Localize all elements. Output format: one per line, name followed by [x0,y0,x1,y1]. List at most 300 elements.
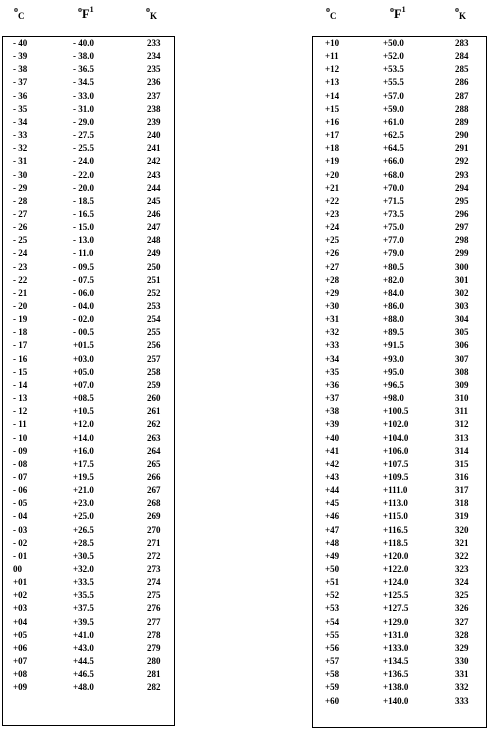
kelvin-cell: 245 [147,195,161,206]
left-conversion-table [2,36,175,726]
table-row [313,37,486,49]
table-row [3,524,174,536]
celsius-cell: +40 [325,432,340,443]
celsius-cell: - 13 [13,393,28,404]
table-row [313,392,486,404]
celsius-cell: +35 [325,366,340,377]
fahrenheit-cell: +124.0 [383,577,409,588]
kelvin-cell: 329 [455,642,469,653]
kelvin-cell: 326 [455,603,469,614]
celsius-cell: +21 [325,182,340,193]
celsius-cell: - 34 [13,116,28,127]
celsius-cell: +47 [325,524,340,535]
celsius-cell: +12 [325,64,340,75]
fahrenheit-cell: +05.0 [73,366,94,377]
kelvin-cell: 260 [147,393,161,404]
celsius-cell: - 17 [13,340,28,351]
fahrenheit-cell: - 22.0 [73,169,94,180]
kelvin-cell: 291 [455,143,469,154]
celsius-cell: +36 [325,379,340,390]
celsius-cell: +15 [325,103,340,114]
celsius-cell: +48 [325,537,340,548]
celsius-cell: - 03 [13,524,28,535]
fahrenheit-cell: +107.5 [383,458,409,469]
right-conversion-table [312,36,487,728]
table-row [313,116,486,128]
fahrenheit-cell: +116.5 [383,524,408,535]
celsius-cell: - 38 [13,64,28,75]
table-row [3,103,174,115]
fahrenheit-cell: +98.0 [383,393,404,404]
fahrenheit-cell: +96.5 [383,379,404,390]
kelvin-cell: 302 [455,287,469,298]
table-row [313,353,486,365]
kelvin-cell: 274 [147,577,161,588]
table-row [3,537,174,549]
kelvin-cell: 248 [147,235,161,246]
celsius-cell: - 26 [13,222,28,233]
celsius-cell: - 35 [13,103,28,114]
kelvin-cell: 311 [455,406,469,417]
kelvin-cell: 244 [147,182,161,193]
celsius-cell: +59 [325,682,340,693]
table-row [3,287,174,299]
fahrenheit-cell: +41.0 [73,629,94,640]
table-row [3,655,174,667]
table-row [313,234,486,246]
celsius-cell: +49 [325,550,340,561]
fahrenheit-cell: +133.0 [383,642,409,653]
table-row [313,563,486,575]
fahrenheit-cell: - 06.0 [73,287,94,298]
left-header-fahrenheit: $^oF^1$ [78,5,94,22]
fahrenheit-cell: - 16.5 [73,208,94,219]
table-row [313,195,486,207]
celsius-cell: +51 [325,577,340,588]
celsius-cell: - 23 [13,261,28,272]
fahrenheit-cell: +93.0 [383,353,404,364]
celsius-cell: +50 [325,564,340,574]
celsius-cell: - 36 [13,90,28,101]
table-row [3,76,174,88]
kelvin-cell: 287 [455,90,469,101]
celsius-cell: - 16 [13,353,28,364]
celsius-cell: +33 [325,340,340,351]
celsius-cell: +04 [13,616,28,627]
celsius-cell: +31 [325,314,340,325]
kelvin-cell: 331 [455,669,469,680]
table-row [313,458,486,470]
table-row [3,326,174,338]
table-row [313,366,486,378]
table-row [3,313,174,325]
celsius-cell: +06 [13,642,28,653]
celsius-cell: +13 [325,77,340,88]
fahrenheit-cell: +66.0 [383,156,404,167]
kelvin-cell: 322 [455,550,469,561]
kelvin-cell: 325 [455,590,469,601]
celsius-cell: +41 [325,445,340,456]
table-row [313,550,486,562]
fahrenheit-cell: +131.0 [383,629,409,640]
table-row [313,313,486,325]
celsius-cell: +32 [325,327,340,338]
kelvin-cell: 295 [455,195,469,206]
celsius-cell: +58 [325,669,340,680]
table-row [313,537,486,549]
kelvin-cell: 235 [147,64,161,75]
table-row [3,418,174,430]
table-row [3,366,174,378]
kelvin-cell: 303 [455,301,469,311]
fahrenheit-cell: +59.0 [383,103,404,114]
table-row [313,339,486,351]
fahrenheit-cell: +125.5 [383,590,409,601]
table-row [3,116,174,128]
kelvin-cell: 266 [147,471,161,482]
table-row [313,432,486,444]
fahrenheit-cell: +89.5 [383,327,404,338]
table-row [3,353,174,365]
fahrenheit-cell: +32.0 [73,564,94,574]
fahrenheit-cell: +75.0 [383,222,404,233]
kelvin-cell: 312 [455,419,469,430]
table-row [313,287,486,299]
table-row [313,208,486,220]
fahrenheit-cell: +10.5 [73,406,94,417]
kelvin-cell: 270 [147,524,161,535]
celsius-cell: - 33 [13,130,28,141]
celsius-cell: +30 [325,301,340,311]
table-row [313,655,486,667]
fahrenheit-cell: - 40.0 [73,38,94,48]
kelvin-cell: 281 [147,669,161,680]
celsius-cell: - 30 [13,169,28,180]
fahrenheit-cell: - 25.5 [73,143,94,154]
kelvin-cell: 285 [455,64,469,75]
celsius-cell: +01 [13,577,28,588]
table-row [313,90,486,102]
celsius-cell: - 15 [13,366,28,377]
celsius-cell: - 04 [13,511,28,522]
fahrenheit-cell: +46.5 [73,669,94,680]
fahrenheit-cell: +50.0 [383,38,404,48]
table-row [3,142,174,154]
celsius-cell: +37 [325,393,340,404]
fahrenheit-cell: +113.0 [383,498,408,509]
kelvin-cell: 323 [455,564,469,574]
celsius-cell: - 07 [13,471,28,482]
celsius-cell: - 14 [13,379,28,390]
fahrenheit-cell: +77.0 [383,235,404,246]
celsius-cell: - 40 [13,38,28,48]
kelvin-cell: 299 [455,248,469,259]
fahrenheit-cell: +120.0 [383,550,409,561]
fahrenheit-cell: - 24.0 [73,156,94,167]
kelvin-cell: 234 [147,51,161,62]
kelvin-cell: 332 [455,682,469,693]
celsius-cell: +11 [325,51,339,62]
kelvin-cell: 255 [147,327,161,338]
kelvin-cell: 271 [147,537,161,548]
left-header-kelvin: $^o$K [146,5,158,22]
celsius-cell: +39 [325,419,340,430]
fahrenheit-cell: - 29.0 [73,116,94,127]
table-row [313,510,486,522]
table-row [313,155,486,167]
table-row [313,629,486,641]
celsius-cell: - 21 [13,287,28,298]
table-row [313,182,486,194]
fahrenheit-cell: - 09.5 [73,261,94,272]
kelvin-cell: 239 [147,116,161,127]
table-row [3,616,174,628]
kelvin-cell: 275 [147,590,161,601]
table-row [3,261,174,273]
fahrenheit-cell: +127.5 [383,603,409,614]
kelvin-cell: 328 [455,629,469,640]
fahrenheit-cell: +23.0 [73,498,94,509]
kelvin-cell: 310 [455,393,469,404]
table-row [3,208,174,220]
fahrenheit-cell: +44.5 [73,656,94,667]
fahrenheit-cell: +35.5 [73,590,94,601]
fahrenheit-cell: - 13.0 [73,235,94,246]
celsius-cell: +54 [325,616,340,627]
fahrenheit-cell: +111.0 [383,485,408,496]
celsius-cell: +60 [325,695,340,706]
fahrenheit-cell: +79.0 [383,248,404,259]
table-row [313,616,486,628]
kelvin-cell: 250 [147,261,161,272]
table-row [3,458,174,470]
celsius-cell: +19 [325,156,340,167]
table-row [3,169,174,181]
celsius-cell: - 05 [13,498,28,509]
table-row [3,221,174,233]
table-row [3,63,174,75]
kelvin-cell: 262 [147,419,161,430]
celsius-cell: +08 [13,669,28,680]
kelvin-cell: 320 [455,524,469,535]
kelvin-cell: 286 [455,77,469,88]
fahrenheit-cell: +19.5 [73,471,94,482]
table-row [3,668,174,680]
celsius-cell: - 10 [13,432,28,443]
fahrenheit-cell: - 36.5 [73,64,94,75]
fahrenheit-cell: +28.5 [73,537,94,548]
kelvin-cell: 242 [147,156,161,167]
celsius-cell: +26 [325,248,340,259]
celsius-cell: +46 [325,511,340,522]
kelvin-cell: 253 [147,301,161,311]
table-row [313,76,486,88]
right-header-kelvin: $^o$K [455,5,467,22]
table-row [313,300,486,312]
celsius-cell: +16 [325,116,340,127]
fahrenheit-cell: +07.0 [73,379,94,390]
kelvin-cell: 283 [455,38,469,48]
kelvin-cell: 256 [147,340,161,351]
table-row [313,274,486,286]
kelvin-cell: 313 [455,432,469,443]
celsius-cell: +38 [325,406,340,417]
celsius-cell: +03 [13,603,28,614]
kelvin-cell: 319 [455,511,469,522]
fahrenheit-cell: +39.5 [73,616,94,627]
celsius-cell: +09 [13,682,28,693]
fahrenheit-cell: +100.5 [383,406,409,417]
celsius-cell: +34 [325,353,340,364]
fahrenheit-cell: +91.5 [383,340,404,351]
table-row [313,695,486,707]
table-row [313,129,486,141]
kelvin-cell: 290 [455,130,469,141]
kelvin-cell: 309 [455,379,469,390]
table-row [313,418,486,430]
kelvin-cell: 314 [455,445,469,456]
table-row [3,642,174,654]
celsius-cell: +17 [325,130,340,141]
table-row [3,510,174,522]
fahrenheit-cell: +86.0 [383,301,404,311]
celsius-cell: +10 [325,38,340,48]
fahrenheit-cell: - 27.5 [73,130,94,141]
kelvin-cell: 265 [147,458,161,469]
fahrenheit-cell: - 31.0 [73,103,94,114]
fahrenheit-cell: +57.0 [383,90,404,101]
fahrenheit-cell: +16.0 [73,445,94,456]
kelvin-cell: 316 [455,471,469,482]
fahrenheit-cell: +25.0 [73,511,94,522]
celsius-cell: +43 [325,471,340,482]
celsius-cell: - 08 [13,458,28,469]
table-row [3,602,174,614]
kelvin-cell: 284 [455,51,469,62]
table-row [3,234,174,246]
table-row [3,195,174,207]
table-row [313,142,486,154]
table-row [313,524,486,536]
kelvin-cell: 277 [147,616,161,627]
fahrenheit-cell: +53.5 [383,64,404,75]
fahrenheit-cell: +140.0 [383,695,409,706]
fahrenheit-cell: +109.5 [383,471,409,482]
celsius-cell: - 25 [13,235,28,246]
celsius-cell: +02 [13,590,28,601]
table-row [313,576,486,588]
table-row [313,589,486,601]
fahrenheit-cell: +82.0 [383,274,404,285]
celsius-cell: - 39 [13,51,28,62]
celsius-cell: +14 [325,90,340,101]
kelvin-cell: 324 [455,577,469,588]
fahrenheit-cell: +30.5 [73,550,94,561]
kelvin-cell: 333 [455,695,469,706]
table-row [313,471,486,483]
table-row [313,602,486,614]
kelvin-cell: 249 [147,248,161,259]
celsius-cell: +27 [325,261,340,272]
fahrenheit-cell: - 04.0 [73,301,94,311]
kelvin-cell: 267 [147,485,161,496]
fahrenheit-cell: +12.0 [73,419,94,430]
fahrenheit-cell: - 38.0 [73,51,94,62]
fahrenheit-cell: - 00.5 [73,327,94,338]
celsius-cell: - 24 [13,248,28,259]
table-row [313,261,486,273]
table-row [3,484,174,496]
table-row [3,90,174,102]
celsius-cell: 00 [13,564,22,574]
celsius-cell: +28 [325,274,340,285]
table-row [3,589,174,601]
kelvin-cell: 318 [455,498,469,509]
table-row [3,300,174,312]
celsius-cell: +42 [325,458,340,469]
table-row [313,445,486,457]
kelvin-cell: 272 [147,550,161,561]
fahrenheit-cell: +95.0 [383,366,404,377]
table-row [3,155,174,167]
fahrenheit-cell: +08.5 [73,393,94,404]
table-row [3,563,174,575]
kelvin-cell: 298 [455,235,469,246]
fahrenheit-cell: +52.0 [383,51,404,62]
fahrenheit-cell: +136.5 [383,669,409,680]
kelvin-cell: 306 [455,340,469,351]
fahrenheit-cell: +122.0 [383,564,409,574]
fahrenheit-cell: +73.5 [383,208,404,219]
fahrenheit-cell: +102.0 [383,419,409,430]
fahrenheit-cell: +134.5 [383,656,409,667]
fahrenheit-cell: - 02.0 [73,314,94,325]
table-row [313,484,486,496]
table-row [3,379,174,391]
fahrenheit-cell: +138.0 [383,682,409,693]
fahrenheit-cell: - 11.0 [73,248,94,259]
table-row [3,247,174,259]
celsius-cell: +24 [325,222,340,233]
celsius-cell: +25 [325,235,340,246]
kelvin-cell: 300 [455,261,469,272]
kelvin-cell: 308 [455,366,469,377]
celsius-cell: +05 [13,629,28,640]
table-row [3,129,174,141]
table-row [313,379,486,391]
table-row [3,681,174,693]
table-row [313,326,486,338]
celsius-cell: +44 [325,485,340,496]
celsius-cell: - 37 [13,77,28,88]
kelvin-cell: 243 [147,169,161,180]
kelvin-cell: 280 [147,656,161,667]
kelvin-cell: 273 [147,564,161,574]
table-row [313,642,486,654]
table-row [3,37,174,49]
kelvin-cell: 301 [455,274,469,285]
celsius-cell: - 20 [13,301,28,311]
kelvin-cell: 321 [455,537,469,548]
kelvin-cell: 276 [147,603,161,614]
fahrenheit-cell: +118.5 [383,537,408,548]
fahrenheit-cell: +64.5 [383,143,404,154]
kelvin-cell: 279 [147,642,161,653]
table-row [313,681,486,693]
fahrenheit-cell: - 20.0 [73,182,94,193]
table-row [313,221,486,233]
kelvin-cell: 305 [455,327,469,338]
